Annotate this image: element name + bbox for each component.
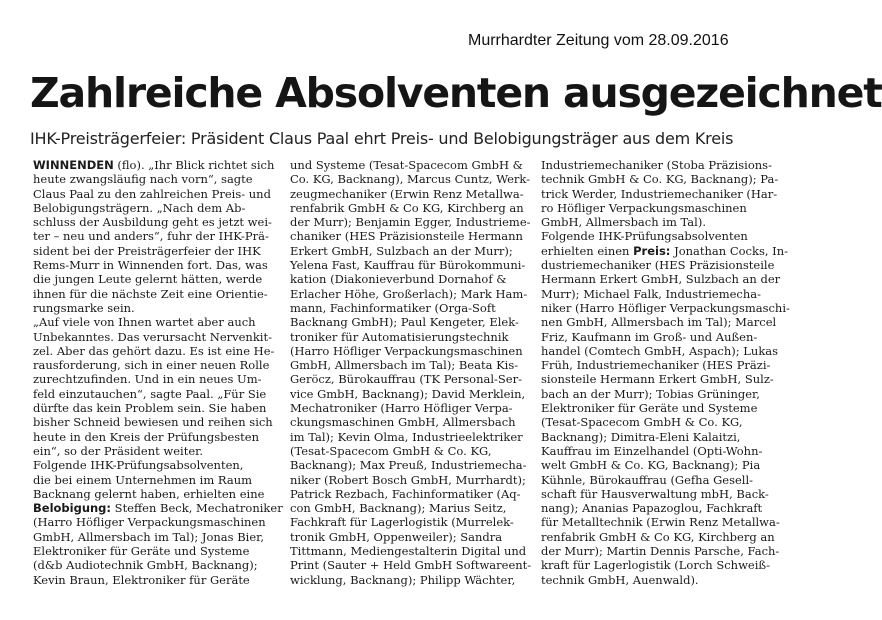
text-run: Kevin Braun, Elektroniker für Geräte bbox=[33, 572, 250, 587]
text-line bbox=[541, 343, 779, 358]
text-line bbox=[541, 573, 776, 587]
text-run: handel (Comtech GmbH, Aspach); Lukas bbox=[541, 343, 779, 358]
text-run: ckungsmaschinen GmbH, Allmersbach bbox=[290, 415, 516, 430]
text-line bbox=[33, 573, 277, 587]
text-line bbox=[33, 387, 277, 401]
text-run: Friz, Kaufmann im Groß- und Außen- bbox=[541, 329, 758, 344]
text-run: Co. KG, Backnang), Marcus Cuntz, Werk- bbox=[290, 172, 531, 187]
text-line bbox=[541, 315, 776, 329]
text-run: und Systeme (Tesat-Spacecom GmbH & bbox=[290, 158, 523, 172]
text-line bbox=[33, 287, 277, 301]
text-run: sionsteile Hermann Erkert GmbH, Sulz- bbox=[541, 372, 774, 387]
text-run: dürfte das kein Problem sein. Sie haben bbox=[33, 401, 267, 416]
text-run: (Tesat-Spacecom GmbH & Co. KG, bbox=[541, 415, 743, 430]
text-line bbox=[541, 201, 776, 215]
text-run: chaniker (HES Präzisionsteile Hermann bbox=[290, 229, 523, 244]
text-line bbox=[33, 401, 277, 415]
text-run: mann, Fachinformatiker (Orga-Soft bbox=[290, 300, 496, 315]
text-run: Fachkraft für Lagerlogistik (Murrelek- bbox=[290, 515, 514, 530]
text-line bbox=[541, 444, 776, 458]
text-line bbox=[33, 415, 277, 429]
text-run: schluss der Ausbildung geht es jetzt wei- bbox=[33, 215, 272, 230]
text-run: GmbH, Allmersbach im Tal); Jonas Bier, bbox=[33, 529, 265, 544]
text-run: Rems-Murr in Winnenden fort. Das, was bbox=[33, 258, 268, 273]
text-run: tronik GmbH, Oppenweiler); Sandra bbox=[290, 529, 503, 544]
text-line bbox=[290, 515, 530, 529]
text-line bbox=[541, 330, 776, 344]
text-run: Backnang gelernt haben, erhielten eine bbox=[33, 486, 265, 501]
text-run: schaft für Hausverwaltung mbH, Back- bbox=[541, 486, 769, 501]
text-run: Unbekanntes. Das verursacht Nervenkit- bbox=[33, 329, 272, 344]
text-run: heute zwangsläufig nach vorn“, sagte bbox=[33, 172, 253, 187]
text-run: renfabrik GmbH & Co KG, Kirchberg an bbox=[541, 529, 775, 544]
text-line bbox=[541, 473, 776, 487]
text-run: die bei einem Unternehmen im Raum bbox=[33, 472, 252, 487]
text-line bbox=[33, 201, 277, 215]
text-line bbox=[290, 187, 530, 201]
text-line bbox=[290, 315, 530, 329]
text-line bbox=[33, 458, 277, 472]
text-run: dustriemechaniker (HES Präzisionsteile bbox=[541, 258, 775, 273]
text-line bbox=[33, 187, 277, 201]
text-line bbox=[541, 187, 776, 201]
text-line bbox=[541, 401, 776, 415]
text-line bbox=[541, 458, 776, 472]
text-run: welt GmbH & Co. KG, Backnang); Pia bbox=[541, 458, 761, 473]
text-run: Erkert GmbH, Sulzbach an der Murr); bbox=[290, 243, 513, 258]
text-line bbox=[33, 430, 277, 444]
text-run: troniker für Automatisierungstechnik bbox=[290, 329, 509, 344]
text-run: Belobigungsträgern. „Nach dem Ab- bbox=[33, 200, 246, 215]
text-line bbox=[33, 330, 277, 344]
text-line bbox=[290, 444, 530, 458]
text-run: zeugmechaniker (Erwin Renz Metallwa- bbox=[290, 186, 524, 201]
text-line bbox=[541, 558, 776, 572]
text-line bbox=[290, 458, 530, 472]
bold-run: Belobigung: bbox=[33, 501, 112, 516]
text-line bbox=[290, 530, 530, 544]
text-line bbox=[541, 287, 776, 301]
text-run: zel. Aber das gehört dazu. Es ist eine He- bbox=[33, 343, 275, 358]
text-line bbox=[290, 258, 530, 272]
text-line bbox=[33, 344, 277, 358]
text-run: renfabrik GmbH & Co KG, Kirchberg an bbox=[290, 200, 524, 215]
article-column-2 bbox=[290, 158, 530, 587]
text-run: Backnang); Max Preuß, Industriemecha- bbox=[290, 458, 527, 473]
text-run: wicklung, Backnang); Philipp Wächter, bbox=[290, 572, 516, 587]
text-line bbox=[33, 301, 277, 315]
text-line bbox=[290, 501, 530, 515]
text-line bbox=[33, 172, 277, 186]
text-run: Geröcz, Bürokauffrau (TK Personal-Ser- bbox=[290, 372, 522, 387]
text-run: ro Höfliger Verpackungsmaschinen bbox=[541, 200, 747, 215]
text-line bbox=[290, 330, 530, 344]
text-run: (Harro Höfliger Verpackungsmaschinen bbox=[290, 343, 523, 358]
text-line bbox=[290, 473, 530, 487]
text-line bbox=[541, 172, 779, 187]
text-line bbox=[290, 172, 530, 186]
text-run: niker (Robert Bosch GmbH, Murrhardt); bbox=[290, 472, 526, 487]
text-line bbox=[290, 372, 530, 386]
text-line bbox=[541, 158, 776, 172]
text-line bbox=[33, 473, 277, 487]
text-run: Tittmann, Mediengestalterin Digital und bbox=[290, 544, 527, 559]
text-run: heute in den Kreis der Prüfungsbesten bbox=[33, 429, 259, 444]
text-run: vice GmbH, Backnang); David Merklein, bbox=[290, 386, 526, 401]
text-line bbox=[290, 158, 530, 172]
text-line bbox=[541, 300, 790, 315]
text-run: Backnang GmbH); Paul Kengeter, Elek- bbox=[290, 315, 519, 330]
text-line bbox=[33, 444, 277, 458]
text-run: für Metalltechnik (Erwin Renz Metallwa- bbox=[541, 515, 780, 530]
text-line bbox=[290, 301, 530, 315]
text-line bbox=[33, 229, 277, 243]
text-line bbox=[541, 415, 776, 429]
text-run: ein“, so der Präsident weiter. bbox=[33, 443, 204, 458]
text-run: zurechtzufinden. Und in ein neues Um- bbox=[33, 372, 262, 387]
text-run: (flo). „Ihr Blick richtet sich bbox=[113, 158, 275, 172]
text-line bbox=[541, 501, 776, 515]
text-line bbox=[541, 215, 776, 229]
text-run: technik GmbH & Co. KG, Backnang); Pa- bbox=[541, 172, 779, 187]
source-line: Murrhardter Zeitung vom 28.09.2016 bbox=[468, 32, 729, 49]
text-run: nang); Ananias Papazoglou, Fachkraft bbox=[541, 501, 763, 516]
text-run: technik GmbH, Auenwald). bbox=[541, 572, 699, 587]
text-line bbox=[541, 243, 788, 258]
text-run: Elektroniker für Geräte und Systeme bbox=[33, 544, 250, 559]
text-run: (d&b Audiotechnik GmbH, Backnang); bbox=[33, 558, 258, 573]
text-run: (Tesat-Spacecom GmbH & Co. KG, bbox=[290, 443, 492, 458]
text-run: im Tal); Kevin Olma, Industrieelektriker bbox=[290, 429, 523, 444]
text-run: Murr); Michael Falk, Industriemecha- bbox=[541, 286, 762, 301]
text-line bbox=[290, 430, 530, 444]
text-run: Kühnle, Bürokauffrau (Gefha Gesell- bbox=[541, 472, 754, 487]
text-run: erhielten einen bbox=[541, 243, 634, 258]
text-line bbox=[290, 487, 530, 501]
text-line bbox=[33, 558, 277, 572]
text-line bbox=[33, 315, 277, 329]
text-run: bach an der Murr); Tobias Grüninger, bbox=[541, 386, 760, 401]
text-line bbox=[290, 544, 530, 558]
text-run: con GmbH, Backnang); Marius Seitz, bbox=[290, 501, 507, 516]
text-run: nen GmbH, Allmersbach im Tal); Marcel bbox=[541, 315, 777, 330]
text-run: Print (Sauter + Held GmbH Softwareent- bbox=[290, 558, 532, 573]
text-run: Mechatroniker (Harro Höfliger Verpa- bbox=[290, 401, 513, 416]
text-line bbox=[541, 258, 776, 272]
text-line bbox=[33, 244, 277, 258]
text-run: kation (Diakonieverbund Dornahof & bbox=[290, 272, 507, 287]
text-run: ihnen für die nächste Zeit eine Orientie- bbox=[33, 286, 268, 301]
text-line bbox=[541, 229, 776, 243]
text-line bbox=[290, 244, 530, 258]
text-line bbox=[541, 272, 781, 287]
text-line bbox=[33, 372, 277, 386]
text-run: Yelena Fast, Kauffrau für Bürokommuni- bbox=[290, 258, 526, 273]
text-line bbox=[541, 487, 776, 501]
text-run: rungsmarke sein. bbox=[33, 300, 135, 315]
headline: Zahlreiche Absolventen ausgezeichnet bbox=[30, 69, 882, 117]
text-line bbox=[290, 415, 530, 429]
text-line bbox=[290, 287, 530, 301]
text-run: Claus Paal zu den zahlreichen Preis- und bbox=[33, 186, 271, 201]
subheadline: IHK-Preisträgerfeier: Präsident Claus Paal ehrt Preis- und Belobigungsträger aus dem Kreis bbox=[30, 129, 734, 148]
text-run: Früh, Industriemechaniker (HES Präzi- bbox=[541, 358, 771, 373]
text-line bbox=[290, 573, 530, 587]
text-line bbox=[541, 544, 780, 559]
text-line bbox=[290, 558, 530, 572]
text-run: Backnang); Dimitra-Eleni Kalaitzi, bbox=[541, 429, 741, 444]
text-run: Industriemechaniker (Stoba Präzisions- bbox=[541, 158, 772, 172]
text-line bbox=[33, 272, 277, 286]
text-run: Kauffrau im Einzelhandel (Opti-Wohn- bbox=[541, 443, 763, 458]
text-run: Folgende IHK-Prüfungsabsolventen, bbox=[33, 458, 244, 473]
text-run: die jungen Leute gelernt hätten, werde bbox=[33, 272, 263, 287]
text-line bbox=[541, 530, 776, 544]
text-run: Steffen Beck, Mechatroniker bbox=[111, 501, 283, 516]
text-line bbox=[33, 501, 283, 516]
bold-run: WINNENDEN bbox=[33, 158, 114, 172]
text-run: sident bei der Preisträgerfeier der IHK bbox=[33, 243, 261, 258]
text-run: der Murr); Martin Dennis Parsche, Fach- bbox=[541, 544, 780, 559]
bold-run: Preis: bbox=[633, 243, 671, 258]
text-line bbox=[290, 401, 530, 415]
article-column-3 bbox=[541, 158, 790, 587]
text-line bbox=[33, 215, 277, 229]
text-line bbox=[33, 158, 277, 172]
text-line bbox=[290, 272, 530, 286]
text-line bbox=[33, 487, 277, 501]
text-line bbox=[33, 515, 277, 529]
article-column-1 bbox=[33, 158, 283, 587]
text-run: Patrick Rezbach, Fachinformatiker (Aq- bbox=[290, 486, 521, 501]
text-run: GmbH, Allmersbach im Tal); Beata Kis- bbox=[290, 358, 519, 373]
text-line bbox=[33, 258, 277, 272]
text-line bbox=[290, 387, 530, 401]
text-line bbox=[290, 344, 530, 358]
text-run: trick Werder, Industriemechaniker (Har- bbox=[541, 186, 778, 201]
text-run: Elektroniker für Geräte und Systeme bbox=[541, 401, 758, 416]
text-line bbox=[541, 515, 780, 530]
text-run: Folgende IHK-Prüfungsabsolventen bbox=[541, 229, 748, 244]
text-line bbox=[33, 530, 277, 544]
text-line bbox=[541, 430, 776, 444]
text-line bbox=[33, 358, 277, 372]
text-run: rausforderung, sich in einer neuen Rolle bbox=[33, 358, 270, 373]
text-run: (Harro Höfliger Verpackungsmaschinen bbox=[33, 515, 266, 530]
text-run: Erlacher Höhe, Großerlach); Mark Ham- bbox=[290, 286, 528, 301]
text-line bbox=[541, 358, 776, 372]
text-line bbox=[33, 544, 277, 558]
text-line bbox=[541, 372, 776, 386]
text-run: feld einzutauchen“, sagte Paal. „Für Sie bbox=[33, 386, 267, 401]
text-run: GmbH, Allmersbach im Tal). bbox=[541, 215, 706, 230]
text-line bbox=[290, 229, 530, 243]
text-line bbox=[290, 358, 530, 372]
text-run: Jonathan Cocks, In- bbox=[670, 243, 788, 258]
text-run: bisher Schneid bewiesen und reihen sich bbox=[33, 415, 273, 430]
text-run: ter – neu und anders“, fuhr der IHK-Prä- bbox=[33, 229, 269, 244]
text-run: niker (Harro Höfliger Verpackungsmaschi- bbox=[541, 300, 790, 315]
text-run: „Auf viele von Ihnen wartet aber auch bbox=[33, 315, 256, 330]
text-run: kraft für Lagerlogistik (Lorch Schweiß- bbox=[541, 558, 770, 573]
text-run: der Murr); Benjamin Egger, Industrieme- bbox=[290, 215, 531, 230]
text-run: Hermann Erkert GmbH, Sulzbach an der bbox=[541, 272, 781, 287]
text-line bbox=[541, 387, 776, 401]
text-line bbox=[290, 201, 530, 215]
text-line bbox=[290, 215, 530, 229]
